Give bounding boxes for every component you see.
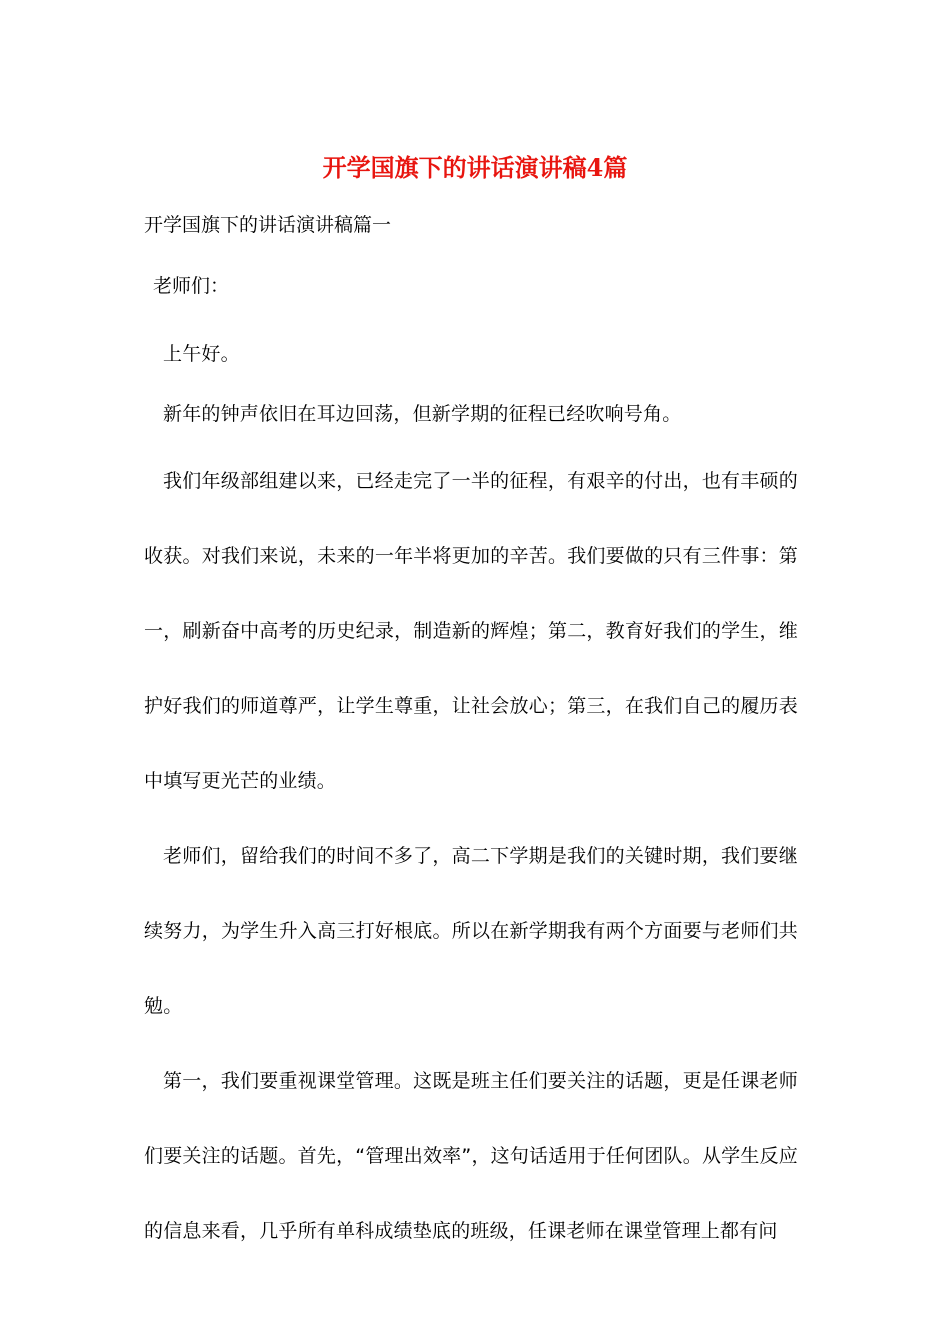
salutation: 老师们：: [153, 275, 230, 297]
paragraph-classroom-management: 第一，我们要重视课堂管理。这既是班主任们要关注的话题，更是任课老师们要关注的话题。首先，“管理出效率”，这句话适用于任何团队。从学生反应的信息来看，几乎所有单科成绩垫底的班级，任课老师在课堂管理上都有问: [144, 1070, 798, 1242]
paragraph-greeting: 上午好。: [163, 343, 240, 365]
document-title: 开学国旗下的讲话演讲稿4篇: [322, 153, 628, 182]
section-heading: 开学国旗下的讲话演讲稿篇一: [144, 214, 392, 236]
paragraph-three-tasks: 我们年级部组建以来，已经走完了一半的征程，有艰辛的付出，也有丰硕的收获。对我们来说，未来的一年半将更加的辛苦。我们要做的只有三件事：第一，刷新奋中高考的历史纪录，制造新的辉煌；第二，教育好我们的学生，维护好我们的师道尊严，让学生尊重，让社会放心；第三，在我们自己的履历表中填写更光芒的业绩。: [144, 470, 798, 792]
paragraph-key-period: 老师们，留给我们的时间不多了，高二下学期是我们的关键时期，我们要继续努力，为学生升入高三打好根底。所以在新学期我有两个方面要与老师们共勉。: [144, 845, 798, 1017]
document-body: [144, 324, 798, 1269]
paragraph-new-year: 新年的钟声依旧在耳边回荡，但新学期的征程已经吹响号角。: [163, 403, 682, 425]
